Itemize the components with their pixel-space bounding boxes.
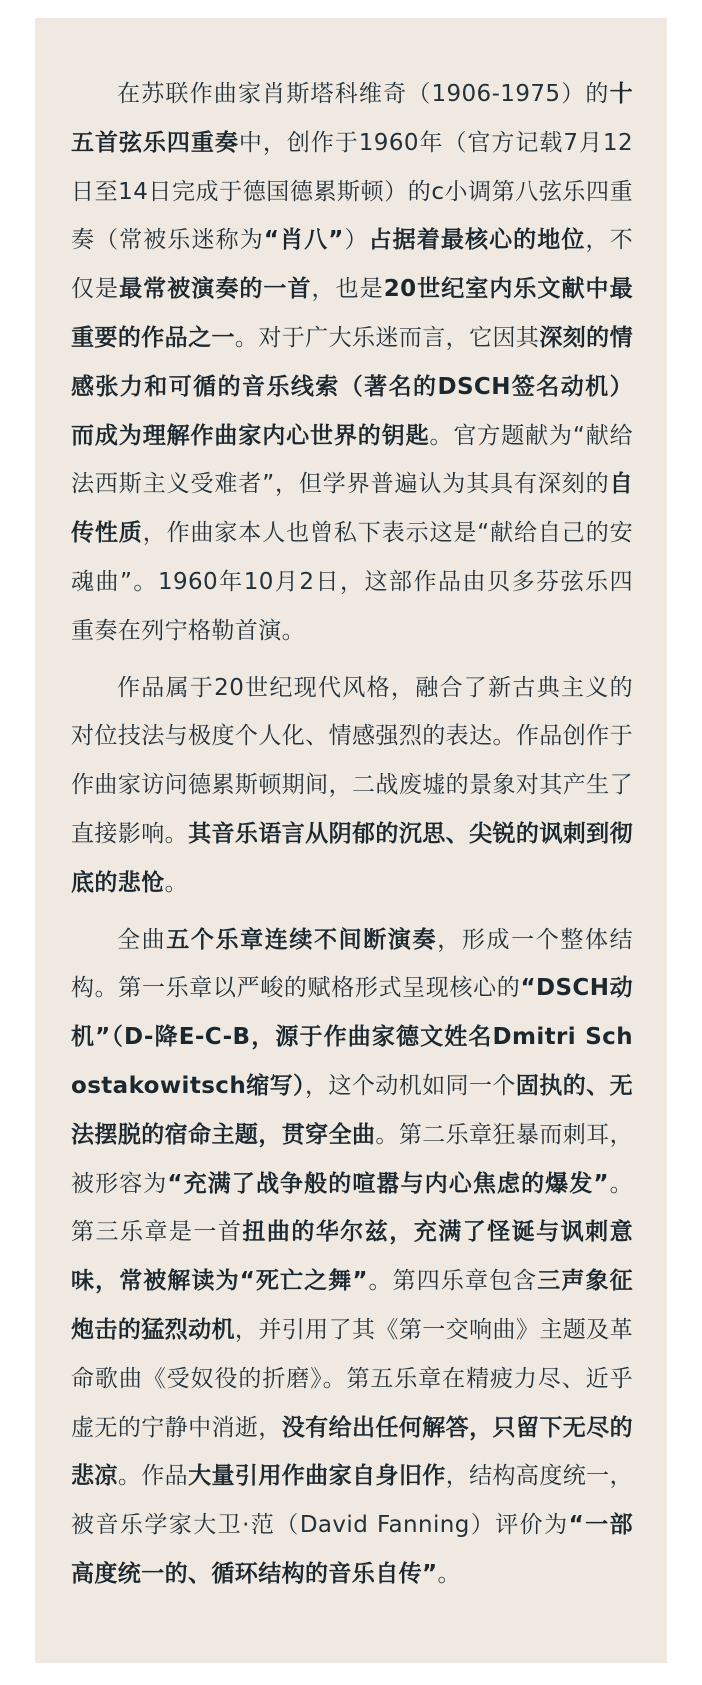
body-text: ，也是 bbox=[311, 276, 384, 303]
article-card bbox=[35, 18, 667, 1663]
emphasis-text: 扭曲的华尔兹，充满了怪诞与讽刺意味，常被解读为“死亡之舞” bbox=[71, 1219, 633, 1295]
body-text: 在苏联作曲家肖斯塔科维奇（1906-1975）的 bbox=[117, 81, 610, 107]
body-text: ） bbox=[343, 227, 369, 254]
emphasis-text: 占据着最核心的地位 bbox=[368, 227, 586, 254]
body-text: 全曲 bbox=[117, 926, 167, 953]
emphasis-text: 自传性质 bbox=[71, 471, 633, 547]
body-text: 。官方题献为“献给法西斯主义受难者”，但学界普遍认为其具有深刻的 bbox=[71, 422, 634, 498]
emphasis-text: 20世纪室内乐文献中最重要的作品之一 bbox=[71, 276, 633, 351]
body-text: 。 bbox=[437, 1560, 461, 1587]
body-text: ，并引用了其《第一交响曲》主题及革命歌曲《受奴役的折磨》。第五乐章在精疲力尽、近乎虚无的宁静中消逝， bbox=[71, 1316, 633, 1441]
body-text: ，不仅是 bbox=[71, 227, 633, 303]
body-text: ，这个动机如同一个 bbox=[304, 1072, 516, 1099]
paragraph-movements bbox=[71, 916, 633, 1599]
emphasis-text: “一部高度统一的、循环结构的音乐自传” bbox=[71, 1512, 633, 1587]
body-text: ，结构高度统一，被音乐学家大卫·范（David Fanning）评价为 bbox=[71, 1463, 634, 1539]
emphasis-text: 深刻的情感张力和可循的音乐线索（著名的DSCH签名动机）而成为理解作曲家内心世界的钥匙 bbox=[71, 324, 633, 449]
body-text: 作品属于20世纪现代风格，融合了新古典主义的对位技法与极度个人化、情感强烈的表达。作品创作于作曲家访问德累斯顿期间，二战废墟的景象对其产生了直接影响。 bbox=[71, 674, 633, 847]
emphasis-text: 其音乐语言从阴郁的沉思、尖锐的讽刺到彻底的悲怆 bbox=[71, 820, 633, 896]
body-text: 。作品 bbox=[117, 1463, 189, 1490]
body-text: ，形成一个整体结构。第一乐章以严峻的赋格形式呈现核心的 bbox=[71, 926, 633, 1002]
paragraph-style bbox=[71, 664, 633, 908]
emphasis-text: 最常被演奏的一首 bbox=[119, 276, 312, 303]
emphasis-text: 固执的、无法摆脱的宿命主题，贯穿全曲 bbox=[71, 1072, 633, 1148]
body-text: 。第二乐章狂暴而刺耳，被形容为 bbox=[71, 1121, 633, 1197]
body-text: ，作曲家本人也曾私下表示这是“献给自己的安魂曲”。1960年10月2日，这部作品由贝多芬弦乐四重奏在列宁格勒首演。 bbox=[71, 520, 633, 644]
paragraph-intro bbox=[71, 70, 633, 656]
emphasis-text: 十五首弦乐四重奏 bbox=[71, 81, 633, 156]
emphasis-text: 没有给出任何解答，只留下无尽的悲凉 bbox=[71, 1414, 634, 1490]
emphasis-text: “充满了战争般的喧嚣与内心焦虑的爆发” bbox=[167, 1170, 609, 1197]
body-text: 。对于广大乐迷而言，它因其 bbox=[234, 324, 540, 351]
emphasis-text: “DSCH动机”（D-降E-C-B，源于作曲家德文姓名Dmitri Schostakowitsch缩写） bbox=[71, 975, 633, 1099]
emphasis-text: 三声象征炮击的猛烈动机 bbox=[71, 1268, 633, 1343]
emphasis-text: 大量引用作曲家自身旧作 bbox=[188, 1463, 446, 1490]
body-text: 中，创作于1960年（官方记载7月12日至14日完成于德国德累斯顿）的c小调第八弦乐四重奏（常被乐迷称为 bbox=[71, 129, 633, 254]
body-text: 。第四乐章包含 bbox=[367, 1268, 538, 1295]
body-text: 。 bbox=[164, 869, 189, 896]
body-text: 。第三乐章是一首 bbox=[71, 1170, 633, 1246]
emphasis-text: 五个乐章连续不间断演奏 bbox=[166, 926, 438, 953]
emphasis-text: “肖八” bbox=[263, 227, 344, 254]
